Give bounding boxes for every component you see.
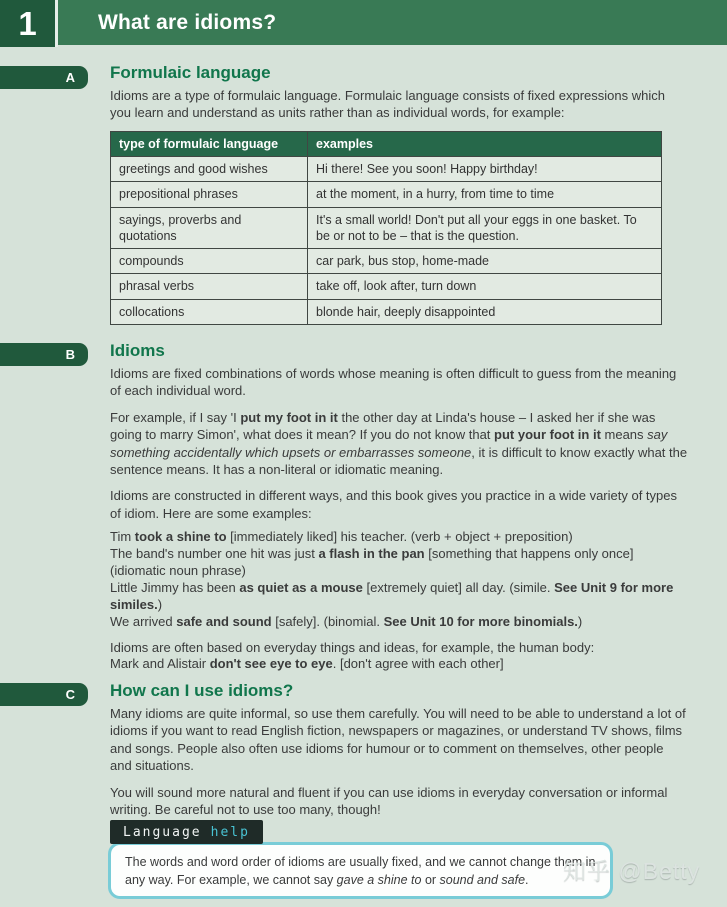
table-cell: collocations [111, 299, 308, 324]
text-run: [extremely quiet] all day. (simile. [362, 579, 555, 595]
idiom-examples-block [110, 529, 688, 630]
text-run: . [525, 872, 529, 887]
text-line [110, 614, 688, 631]
text-run: sound and safe [439, 872, 526, 887]
text-run: For example, if I say 'I [110, 409, 241, 425]
section-b-heading: Idioms [110, 341, 165, 360]
section-a-badge [0, 66, 88, 89]
section-c-paragraph-1: Many idioms are quite informal, so use them carefully. You will need to be able to understand a lot of idioms if you want to read English fiction, newspapers or magazines, or understand TV shows, films and songs. People also often use idioms for humour or to comment on themselves, other people and situations. [110, 706, 686, 774]
text-run: gave a shine to [336, 872, 422, 887]
section-c-heading: How can I use idioms? [110, 681, 294, 700]
unit-header [0, 0, 727, 47]
text-run: ) [577, 613, 583, 629]
text-line [110, 580, 688, 614]
table-cell: compounds [111, 249, 308, 274]
section-b-paragraph-3 [110, 487, 688, 522]
table-row [111, 157, 662, 182]
text-run: ) [157, 596, 163, 612]
section-formulaic-language [110, 63, 688, 325]
section-a-heading: Formulaic language [110, 63, 271, 82]
text-run: means [600, 427, 648, 443]
text-run: Idioms are often based on everyday things and ideas, for example, the human body: [110, 639, 595, 655]
language-help-label: Language [123, 824, 202, 840]
text-run: safe and sound [176, 613, 272, 629]
section-idioms [110, 341, 688, 682]
table-header-type: type of formulaic language [111, 131, 308, 156]
formulaic-language-table [110, 131, 662, 325]
text-run: the other day at Linda's house – I asked her if she was going to marry Simon', what does it mean? If you do not know that [110, 409, 656, 443]
table-row [111, 249, 662, 274]
table-row [111, 299, 662, 324]
language-help-box [108, 842, 613, 899]
language-help-tab [110, 820, 263, 844]
text-line [110, 546, 688, 580]
text-run: We arrived [110, 613, 177, 629]
language-help-text [125, 854, 596, 890]
text-run: Idioms are fixed combinations of words whose meaning is often difficult to guess from the meaning of each individual word. [110, 366, 677, 399]
section-b-paragraph-4 [110, 640, 688, 674]
text-run: , it is difficult to know exactly what the sentence means. It has a non-literal or idiomatic meaning. [110, 444, 688, 478]
text-run: don't see eye to eye [209, 656, 333, 672]
table-head [111, 131, 662, 156]
text-run: See Unit 9 for more similes. [110, 579, 674, 612]
section-b-badge [0, 343, 88, 366]
text-run: Little Jimmy has been [110, 579, 240, 595]
section-a-badge-letter: A [65, 70, 75, 85]
unit-number: 1 [0, 0, 58, 47]
text-run: [immediately liked] his teacher. (verb + object + preposition) [226, 529, 573, 545]
text-run: [safely]. (binomial. [271, 613, 384, 629]
text-run: a flash in the pan [318, 546, 425, 562]
table-cell: Hi there! See you soon! Happy birthday! [308, 157, 662, 182]
table-cell: blonde hair, deeply disappointed [308, 299, 662, 324]
table-body [111, 157, 662, 325]
text-run: put my foot in it [240, 409, 338, 425]
text-run: put your foot in it [494, 427, 601, 443]
section-b-paragraph-1 [110, 365, 688, 400]
table-cell: sayings, proverbs and quotations [111, 207, 308, 249]
section-a-intro: Idioms are a type of formulaic language. Formulaic language consists of fixed expressions which you learn and understand as units rather than as individual words, for example: [110, 88, 665, 121]
section-b-badge-letter: B [65, 347, 75, 362]
text-run: Idioms are constructed in different ways, and this book gives you practice in a wide variety of types of idiom. Here are some examples: [110, 488, 677, 521]
page-title: What are idioms? [98, 10, 277, 34]
section-b-paragraph-2 [110, 409, 688, 479]
text-run: The words and word order of idioms are usually fixed, and we cannot change them in any way. For example, we cannot say [125, 855, 596, 887]
text-line [110, 656, 688, 673]
table-cell: prepositional phrases [111, 182, 308, 207]
text-run: The band's number one hit was just [110, 546, 319, 562]
text-run: Mark and Alistair [110, 656, 210, 672]
language-help-label-accent: help [210, 824, 250, 840]
table-cell: greetings and good wishes [111, 157, 308, 182]
section-c-paragraph-2: You will sound more natural and fluent if you can use idioms in everyday conversation or informal writing. Be careful not to use too many, though! [110, 784, 668, 818]
table-cell: at the moment, in a hurry, from time to time [308, 182, 662, 207]
text-run: took a shine to [134, 529, 227, 545]
section-c-badge-letter: C [65, 687, 75, 702]
text-run: See Unit 10 for more binomials. [383, 613, 578, 629]
unit-title-bar [58, 0, 727, 45]
table-cell: take off, look after, turn down [308, 274, 662, 299]
text-run: Tim [110, 529, 135, 545]
text-run: or [421, 872, 440, 887]
table-cell: It's a small world! Don't put all your eggs in one basket. To be or not to be – that is the question. [308, 207, 662, 249]
text-run: say something accidentally which upsets or embarrasses someone [110, 427, 668, 460]
text-run: . [don't agree with each other] [332, 656, 504, 672]
table-cell: car park, bus stop, home-made [308, 249, 662, 274]
text-line [110, 529, 688, 546]
table-cell: phrasal verbs [111, 274, 308, 299]
table-row [111, 207, 662, 249]
table-row [111, 182, 662, 207]
section-c-badge [0, 683, 88, 706]
section-how-can-i-use-idioms [110, 681, 688, 827]
watermark: 知乎 @Betty [563, 858, 701, 884]
text-line [110, 640, 688, 657]
table-header-examples: examples [308, 131, 662, 156]
table-row [111, 274, 662, 299]
table-header-row [111, 131, 662, 156]
text-run: as quiet as a mouse [239, 579, 363, 595]
text-run: [something that happens only once] (idiomatic noun phrase) [110, 546, 634, 579]
